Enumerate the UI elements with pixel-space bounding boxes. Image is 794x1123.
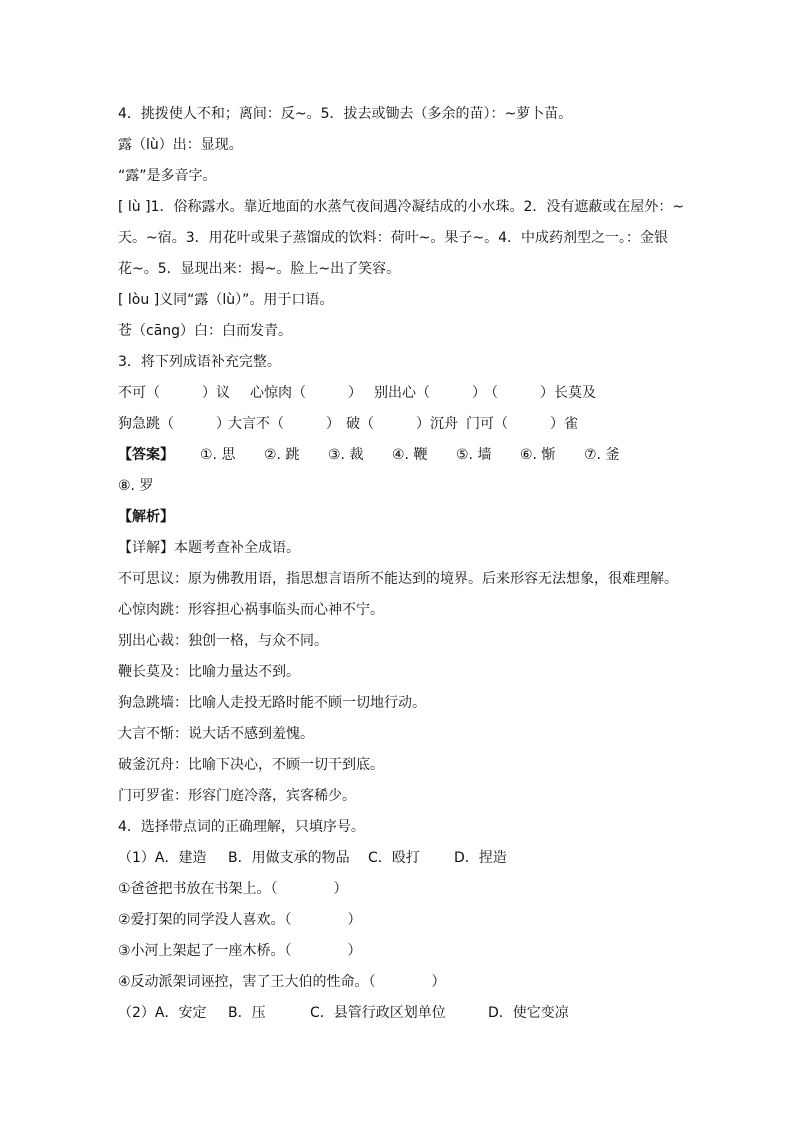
option: B．用做支承的物品 <box>228 850 350 866</box>
detail-line: 【详解】本题考查补全成语。 <box>118 540 300 556</box>
question-item: ①爸爸把书放在书架上。（ ） <box>118 881 348 897</box>
question-item: ②爱打架的同学没人喜欢。（ ） <box>118 912 362 928</box>
options-row-1 <box>118 843 678 874</box>
text-line: “露”是多音字。 <box>118 168 217 184</box>
answer-label: 【答案】 <box>118 447 174 463</box>
answer-item: ③. 裁 <box>328 447 364 463</box>
idiom-blank: 门可（ ）雀 <box>466 416 578 432</box>
text-line: 露（lù）出：显现。 <box>118 137 243 153</box>
text-line: 4．挑拨使人不和；离间：反~。5．拔去或锄去（多余的苗）：~萝卜苗。 <box>118 106 573 122</box>
text-line: [ lù ]1．俗称露水。靠近地面的水蒸气夜间遇冷凝结成的小水珠。2．没有遮蔽或在屋外：~ <box>118 199 685 215</box>
question-4-title: 4．选择带点词的正确理解，只填序号。 <box>118 819 365 835</box>
explanation-line: 别出心裁：独创一格，与众不同。 <box>118 633 328 649</box>
idiom-blank: 心惊肉（ ） <box>250 385 362 401</box>
answer-item: ④. 鞭 <box>392 447 428 463</box>
options-row-2 <box>118 998 678 1029</box>
option: D．使它变凉 <box>488 1005 569 1021</box>
question-3-title: 3．将下列成语补充完整。 <box>118 354 281 370</box>
answer-item-last: ⑧. 罗 <box>118 478 154 494</box>
question-item: ③小河上架起了一座木桥。（ ） <box>118 943 362 959</box>
question-item: ④反动派架词诬控，害了王大伯的性命。（ ） <box>118 974 446 990</box>
option: C．县管行政区划单位 <box>310 1005 446 1021</box>
idiom-blank: 不可（ ）议 <box>118 385 230 401</box>
answer-line <box>118 440 678 471</box>
text-line: 苍（cāng）白：白而发青。 <box>118 323 293 339</box>
analysis-label: 【解析】 <box>118 509 174 525</box>
option: C．殴打 <box>368 850 420 866</box>
answer-item: ②. 跳 <box>264 447 300 463</box>
idiom-blank: 狗急跳（ ） <box>118 416 230 432</box>
option: （2）A．安定 <box>118 1005 207 1021</box>
answer-item: ⑥. 惭 <box>520 447 556 463</box>
text-line: 天。~宿。3．用花叶或果子蒸馏成的饮料：荷叶~。果子~。4．中成药剂型之一。：金银 <box>118 230 669 246</box>
option: （1）A．建造 <box>118 850 207 866</box>
idiom-blanks-row-2 <box>118 409 678 440</box>
text-line: [ lòu ]义同“露（lù）”。用于口语。 <box>118 292 334 308</box>
text-line: 花~。5．显现出来：揭~。脸上~出了笑容。 <box>118 261 401 277</box>
answer-item: ①. 思 <box>200 447 236 463</box>
answer-item: ⑤. 墙 <box>456 447 492 463</box>
idiom-blank: 破（ ）沉舟 <box>346 416 458 432</box>
document-content <box>118 99 685 1029</box>
idiom-blank: 别出心（ ） <box>374 385 486 401</box>
idiom-blank: 大言不（ ） <box>228 416 340 432</box>
explanation-line: 心惊肉跳：形容担心祸事临头而心神不宁。 <box>118 602 384 618</box>
option: B．压 <box>228 1005 266 1021</box>
explanation-line: 门可罗雀：形容门庭冷落，宾客稀少。 <box>118 788 356 804</box>
explanation-line: 大言不惭：说大话不感到羞愧。 <box>118 726 314 742</box>
idiom-blank: （ ）长莫及 <box>484 385 596 401</box>
explanation-line: 鞭长莫及：比喻力量达不到。 <box>118 664 300 680</box>
idiom-blanks-row-1 <box>118 378 678 409</box>
option: D．捏造 <box>454 850 507 866</box>
explanation-line: 不可思议：原为佛教用语，指思想言语所不能达到的境界。后来形容无法想象，很难理解。 <box>118 571 678 587</box>
answer-item: ⑦. 釜 <box>584 447 620 463</box>
explanation-line: 破釜沉舟：比喻下决心，不顾一切干到底。 <box>118 757 384 773</box>
explanation-line: 狗急跳墙：比喻人走投无路时能不顾一切地行动。 <box>118 695 426 711</box>
